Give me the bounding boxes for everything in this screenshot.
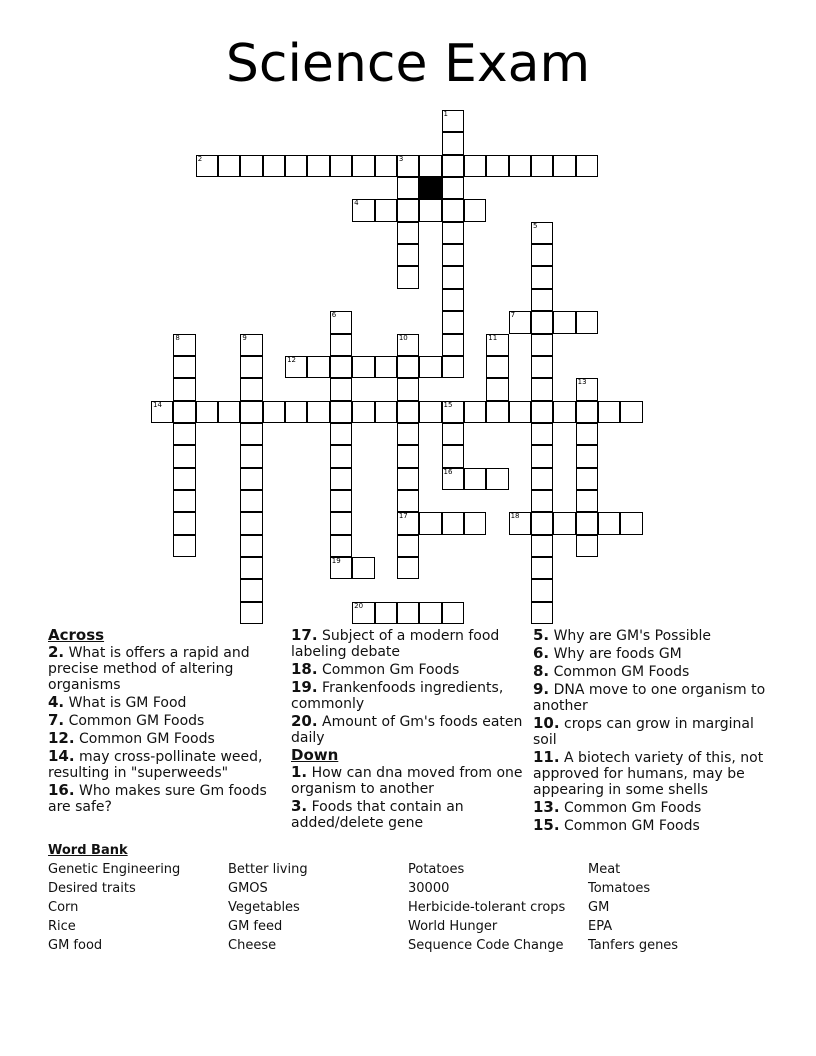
word-bank-list (48, 862, 768, 954)
grid-cell[interactable] (240, 401, 262, 423)
clue-across-2: 2. What is offers a rapid and precise method of altering organisms (48, 643, 250, 693)
grid-cell[interactable] (464, 468, 486, 490)
clue-down-10: 10. crops can grow in marginal soil (533, 714, 754, 748)
grid-cell[interactable] (397, 356, 419, 378)
grid-cell[interactable] (218, 155, 240, 177)
grid-cell[interactable] (330, 557, 352, 579)
grid-cell[interactable] (330, 512, 352, 534)
clue-across-4: 4. What is GM Food (48, 693, 187, 711)
grid-cell[interactable] (330, 334, 352, 356)
grid-cell[interactable] (240, 579, 262, 601)
grid-cell[interactable] (397, 378, 419, 400)
grid-cell[interactable] (330, 356, 352, 378)
grid-cell[interactable] (598, 401, 620, 423)
grid-cell[interactable] (352, 557, 374, 579)
clue-number: 19 (331, 557, 341, 565)
grid-cell[interactable] (285, 155, 307, 177)
grid-cell[interactable] (173, 401, 195, 423)
grid-cell[interactable] (531, 244, 553, 266)
grid-cell[interactable] (509, 512, 531, 534)
grid-cell[interactable] (263, 155, 285, 177)
grid-cell[interactable] (531, 557, 553, 579)
clue-number: 1 (443, 110, 449, 118)
word-bank-item: World Hunger (408, 919, 498, 934)
grid-cell[interactable] (173, 356, 195, 378)
grid-cell[interactable] (442, 289, 464, 311)
word-bank-item: GM (588, 900, 610, 915)
clue-down-3: 3. Foods that contain an added/delete gene (291, 797, 464, 831)
grid-cell[interactable] (419, 155, 441, 177)
grid-cell[interactable] (240, 356, 262, 378)
word-bank-item: Potatoes (408, 862, 465, 877)
grid-cell[interactable] (442, 602, 464, 624)
grid-cell[interactable] (576, 490, 598, 512)
grid-cell[interactable] (442, 311, 464, 333)
clue-number: 14 (153, 400, 162, 409)
word-bank-item: GM feed (228, 919, 283, 934)
grid-cell[interactable] (531, 423, 553, 445)
grid-cell[interactable] (553, 311, 575, 333)
grid-cell[interactable] (352, 199, 374, 221)
grid-cell[interactable] (240, 334, 262, 356)
grid-cell[interactable] (442, 266, 464, 288)
clue-across-17: 17. Subject of a modern food labeling debate (291, 626, 500, 660)
clue-across-19: 19. Frankenfoods ingredients, commonly (291, 678, 504, 712)
grid-cell[interactable] (375, 356, 397, 378)
grid-cell[interactable] (173, 334, 195, 356)
clues-column-2 (291, 627, 527, 832)
word-bank-item: Tanfers genes (588, 938, 679, 953)
grid-cell[interactable] (240, 378, 262, 400)
grid-cell[interactable] (196, 155, 218, 177)
grid-cell[interactable] (531, 401, 553, 423)
grid-cell[interactable] (531, 579, 553, 601)
grid-cell[interactable] (397, 266, 419, 288)
grid-cell[interactable] (531, 378, 553, 400)
down-heading: Down (291, 746, 339, 764)
grid-cell[interactable] (464, 155, 486, 177)
grid-cell[interactable] (173, 423, 195, 445)
grid-cell[interactable] (442, 356, 464, 378)
clue-across-18: 18. Common Gm Foods (291, 660, 460, 678)
grid-cell[interactable] (196, 401, 218, 423)
grid-cell[interactable] (464, 401, 486, 423)
grid-cell[interactable] (240, 490, 262, 512)
grid-cell[interactable] (397, 557, 419, 579)
clue-number: 16 (443, 467, 453, 476)
grid-cell[interactable] (442, 110, 464, 132)
clue-number: 18 (510, 512, 520, 521)
clue-down-13: 13. Common Gm Foods (533, 798, 702, 816)
clue-down-9: 9. DNA move to one organism to another (533, 680, 766, 714)
grid-cell[interactable] (240, 602, 262, 624)
clue-number: 9 (242, 333, 247, 342)
clue-number: 11 (488, 333, 498, 342)
grid-cell[interactable] (576, 468, 598, 490)
grid-cell[interactable] (576, 445, 598, 467)
grid-cell[interactable] (352, 155, 374, 177)
grid-cell[interactable] (352, 602, 374, 624)
grid-cell[interactable] (240, 557, 262, 579)
grid-cell[interactable] (330, 468, 352, 490)
clue-down-6: 6. Why are foods GM (533, 644, 682, 662)
grid-cell[interactable] (240, 468, 262, 490)
grid-cell[interactable] (576, 378, 598, 400)
grid-cell[interactable] (531, 289, 553, 311)
grid-cell[interactable] (419, 356, 441, 378)
grid-cell[interactable] (620, 401, 642, 423)
grid-cell[interactable] (352, 356, 374, 378)
grid-cell[interactable] (173, 445, 195, 467)
grid-cell[interactable] (531, 155, 553, 177)
word-bank-item: Corn (48, 900, 79, 915)
clue-number: 6 (331, 311, 337, 320)
clue-down-1: 1. How can dna moved from one organism to another (291, 763, 523, 797)
grid-cell[interactable] (397, 155, 419, 177)
word-bank-item: EPA (588, 919, 613, 934)
grid-cell[interactable] (173, 490, 195, 512)
clues-column-3 (533, 627, 769, 835)
clue-number: 12 (287, 355, 297, 364)
grid-cell[interactable] (375, 602, 397, 624)
grid-cell[interactable] (509, 155, 531, 177)
grid-cell[interactable] (486, 401, 508, 423)
grid-cell[interactable] (397, 177, 419, 199)
grid-cell[interactable] (442, 445, 464, 467)
clue-number: 10 (398, 333, 408, 342)
clue-number: 2 (197, 154, 203, 163)
grid-cell[interactable] (531, 356, 553, 378)
grid-cell[interactable] (486, 378, 508, 400)
grid-cell[interactable] (173, 468, 195, 490)
grid-cell[interactable] (397, 423, 419, 445)
grid-cell[interactable] (442, 512, 464, 534)
clue-number: 8 (175, 333, 180, 342)
grid-cell[interactable] (375, 155, 397, 177)
grid-cell[interactable] (531, 512, 553, 534)
grid-cell[interactable] (576, 512, 598, 534)
grid-cell[interactable] (509, 401, 531, 423)
grid-cell[interactable] (397, 602, 419, 624)
grid-cell[interactable] (442, 244, 464, 266)
grid-cell[interactable] (173, 535, 195, 557)
grid-cell[interactable] (330, 311, 352, 333)
grid-cell[interactable] (464, 199, 486, 221)
grid-cell[interactable] (576, 401, 598, 423)
grid-cell[interactable] (576, 155, 598, 177)
grid-cell[interactable] (531, 266, 553, 288)
grid-cell[interactable] (576, 311, 598, 333)
clue-number: 4 (354, 199, 359, 208)
grid-cell[interactable] (553, 401, 575, 423)
grid-cell[interactable] (307, 401, 329, 423)
grid-cell[interactable] (620, 512, 642, 534)
grid-cell[interactable] (352, 401, 374, 423)
clue-number: 15 (443, 400, 453, 409)
grid-cell[interactable] (531, 602, 553, 624)
grid-cell[interactable] (486, 334, 508, 356)
grid-cell[interactable] (442, 177, 464, 199)
word-bank (48, 843, 768, 954)
grid-cell[interactable] (397, 199, 419, 221)
grid-cell[interactable] (240, 155, 262, 177)
grid-cell[interactable] (330, 535, 352, 557)
clue-down-11: 11. A biotech variety of this, not approved for humans, may be appearing in some shells (533, 748, 764, 798)
grid-cell[interactable] (442, 199, 464, 221)
clue-across-16: 16. Who makes sure Gm foods are safe? (48, 781, 267, 815)
grid-cell[interactable] (397, 334, 419, 356)
grid-cell[interactable] (442, 423, 464, 445)
grid-cell[interactable] (307, 155, 329, 177)
grid-cell[interactable] (330, 155, 352, 177)
grid-cell[interactable] (240, 445, 262, 467)
clues-column-1 (48, 627, 284, 816)
word-bank-item: Cheese (228, 938, 277, 953)
grid-cell[interactable] (531, 334, 553, 356)
word-bank-item: Better living (228, 862, 308, 877)
clue-across-20: 20. Amount of Gm's foods eaten daily (291, 712, 523, 746)
clue-number: 7 (510, 311, 516, 320)
grid-cell[interactable] (419, 512, 441, 534)
word-bank-item: 30000 (408, 881, 450, 896)
clue-down-5: 5. Why are GM's Possible (533, 626, 712, 644)
word-bank-item: Sequence Code Change (408, 938, 564, 953)
clue-number: 3 (398, 154, 404, 163)
grid-cell[interactable] (531, 222, 553, 244)
grid-cell[interactable] (218, 401, 240, 423)
grid-cell[interactable] (531, 311, 553, 333)
grid-cell[interactable] (240, 535, 262, 557)
grid-cell[interactable] (240, 423, 262, 445)
across-heading: Across (48, 626, 105, 644)
grid-cell[interactable] (553, 512, 575, 534)
grid-cell[interactable] (531, 445, 553, 467)
grid-cell[interactable] (598, 512, 620, 534)
grid-cell[interactable] (419, 199, 441, 221)
grid-cell[interactable] (307, 356, 329, 378)
grid-cell[interactable] (240, 512, 262, 534)
clue-across-7: 7. Common GM Foods (48, 711, 205, 729)
grid-cell[interactable] (576, 535, 598, 557)
grid-cell[interactable] (464, 512, 486, 534)
clue-across-12: 12. Common GM Foods (48, 729, 215, 747)
clue-across-14: 14. may cross-pollinate weed, resulting in "superweeds" (48, 747, 263, 781)
grid-cell[interactable] (442, 132, 464, 154)
grid-cell[interactable] (531, 535, 553, 557)
grid-cell[interactable] (397, 512, 419, 534)
black-square (419, 177, 441, 199)
grid-cell[interactable] (397, 222, 419, 244)
grid-cell[interactable] (576, 423, 598, 445)
grid-cell[interactable] (442, 468, 464, 490)
grid-cell[interactable] (486, 356, 508, 378)
grid-cell[interactable] (531, 490, 553, 512)
grid-cell[interactable] (531, 468, 553, 490)
grid-cell[interactable] (285, 356, 307, 378)
grid-cell[interactable] (397, 445, 419, 467)
grid-cell[interactable] (375, 401, 397, 423)
clue-number: 13 (577, 378, 587, 387)
grid-cell[interactable] (442, 334, 464, 356)
grid-cell[interactable] (173, 512, 195, 534)
word-bank-item: Vegetables (228, 900, 300, 915)
clue-number: 17 (398, 512, 408, 521)
clue-down-8: 8. Common GM Foods (533, 662, 690, 680)
grid-cell[interactable] (330, 378, 352, 400)
word-bank-item: GMOS (228, 881, 268, 896)
page-title: Science Exam (225, 34, 591, 94)
grid-cell[interactable] (330, 445, 352, 467)
grid-cell[interactable] (442, 401, 464, 423)
grid-cell[interactable] (397, 490, 419, 512)
grid-cell[interactable] (486, 468, 508, 490)
grid-cell[interactable] (419, 602, 441, 624)
grid-cell[interactable] (553, 155, 575, 177)
grid-cell[interactable] (285, 401, 307, 423)
grid-cell[interactable] (509, 311, 531, 333)
grid-cell[interactable] (442, 222, 464, 244)
clue-number: 20 (354, 601, 364, 610)
clue-down-15: 15. Common GM Foods (533, 816, 700, 834)
word-bank-item: Herbicide-tolerant crops (408, 900, 566, 915)
grid-cell[interactable] (173, 378, 195, 400)
word-bank-item: Genetic Engineering (48, 862, 181, 877)
grid-cell[interactable] (330, 401, 352, 423)
word-bank-item: GM food (48, 938, 103, 953)
grid-cell[interactable] (330, 490, 352, 512)
grid-cell[interactable] (397, 244, 419, 266)
word-bank-item: Desired traits (48, 881, 136, 896)
word-bank-item: Tomatoes (588, 881, 651, 896)
grid-cell[interactable] (419, 401, 441, 423)
word-bank-item: Rice (48, 919, 76, 934)
word-bank-title: Word Bank (48, 843, 128, 858)
grid-cell[interactable] (397, 535, 419, 557)
grid-cell[interactable] (375, 199, 397, 221)
grid-cell[interactable] (397, 401, 419, 423)
grid-cell[interactable] (330, 423, 352, 445)
clue-number: 5 (532, 221, 538, 230)
grid-cell[interactable] (263, 401, 285, 423)
grid-cell[interactable] (486, 155, 508, 177)
grid-cell[interactable] (151, 401, 173, 423)
grid-cell[interactable] (397, 468, 419, 490)
grid-cell[interactable] (442, 155, 464, 177)
word-bank-item: Meat (588, 862, 621, 877)
